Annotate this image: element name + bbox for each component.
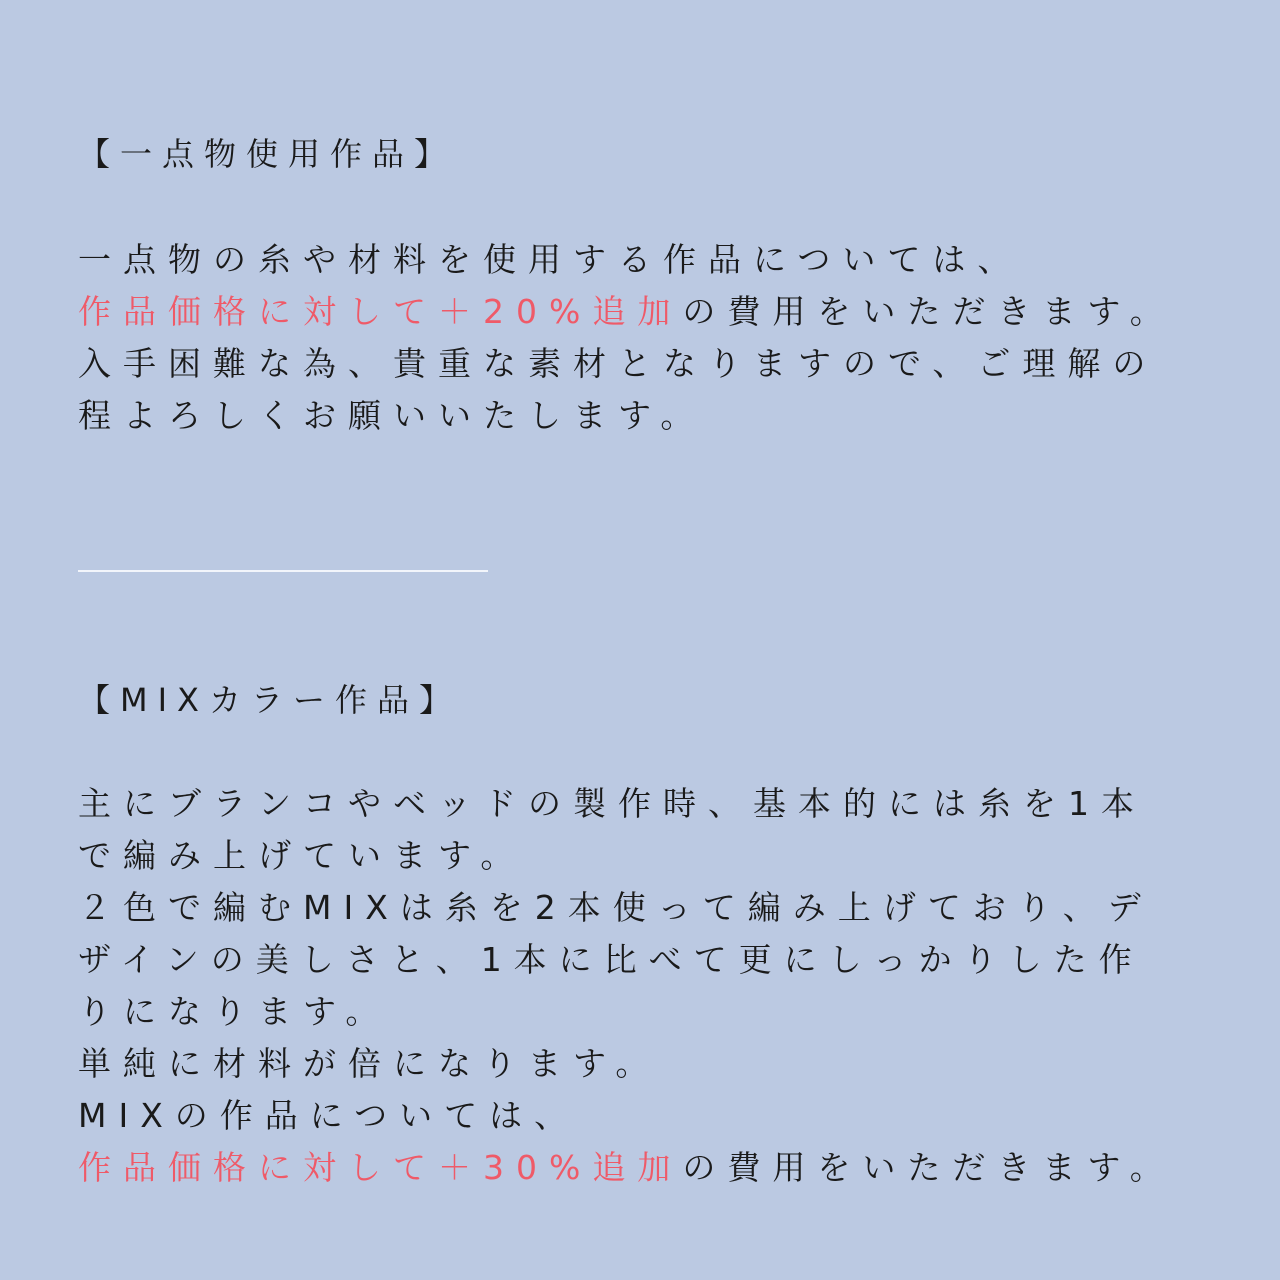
section-one-time-material-body [78,234,1218,442]
text-fragment: の費用をいただきます。 [682,292,1175,331]
text-line: 主にブランコやベッドの製作時、基本的には糸を1本 [78,784,1146,823]
paragraph [78,778,1218,1194]
section-divider [78,570,488,572]
text-line: ２色で編むMIXは糸を2本使って編み上げており、デ [78,888,1153,927]
text-line-price-note [78,286,1218,338]
text-line: MIXの作品については、 [78,1096,580,1135]
section-mix-color-body [78,778,1218,1194]
text-line: 単純に材料が倍になります。 [78,1044,661,1083]
section-heading: 【MIXカラー作品】 [78,681,461,719]
text-line: 入手困難な為、貴重な素材となりますので、ご理解の [78,344,1158,383]
text-line: ザインの美しさと、1本に比べて更にしっかりした作 [78,940,1144,979]
highlight-surcharge: 作品価格に対して＋30%追加 [78,1148,683,1187]
paragraph [78,234,1218,442]
text-line-price-note [78,1142,1218,1194]
section-mix-color [78,674,1218,726]
text-fragment: の費用をいただきます。 [682,1148,1175,1187]
text-line: 一点物の糸や材料を使用する作品については、 [78,240,1023,279]
text-line: 程よろしくお願いいたします。 [78,396,706,435]
section-one-time-material [78,128,1218,180]
text-line: りになります。 [78,992,391,1031]
text-line: で編み上げています。 [78,836,526,875]
highlight-surcharge: 作品価格に対して＋20%追加 [78,292,683,331]
section-heading: 【一点物使用作品】 [78,135,457,173]
